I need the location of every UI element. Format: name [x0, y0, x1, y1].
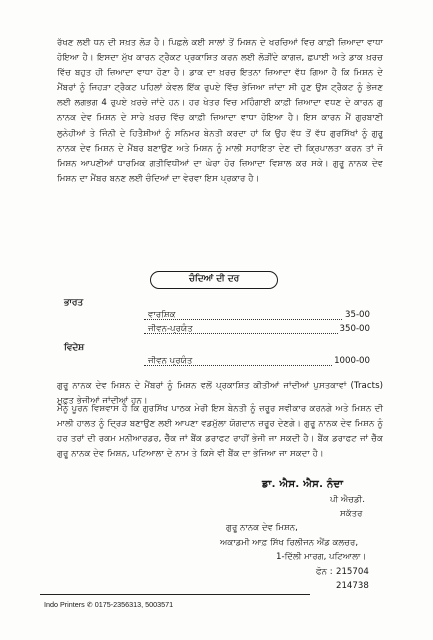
- phone-number-secondary: 214738: [336, 581, 369, 591]
- signatory-address: 1-ਦਿੱਲੀ ਮਾਰਗ, ਪਟਿਆਲਾ।: [276, 552, 367, 562]
- subscription-rates-heading: ਚੰਦਿਆਂ ਦੀ ਦਰ: [150, 271, 278, 289]
- rate-label: ਜੀਵਨ ਪ੍ਰਯੰਤ: [148, 356, 193, 366]
- signatory-name: ਡਾ. ਐਸ. ਐਸ. ਨੰਦਾ: [262, 479, 344, 490]
- rate-label: ਵਾਰਸ਼ਿਕ: [148, 310, 176, 320]
- dot-leader: [144, 319, 370, 320]
- rate-row-annual: [142, 308, 370, 322]
- phone-label: ਫੋਨ :: [316, 567, 333, 577]
- rate-row-life-india: [142, 322, 370, 336]
- rate-label: ਜੀਵਨ-ਪ੍ਰਯੰਤ: [148, 324, 193, 334]
- printer-credit: Indo Printers ✆ 0175-2356313, 5003571: [44, 600, 174, 609]
- india-heading: ਭਾਰਤ: [64, 298, 83, 308]
- rate-value: 1000-00: [334, 356, 370, 366]
- closing-paragraph: ਮੈਨੂੰ ਪੂਰਨ ਵਿਸ਼ਵਾਸ ਹੈ ਕਿ ਗੁਰਸਿੱਖ ਪਾਠਕ ਮੇਰੀ ਇਸ ਬੇਨਤੀ ਨੂੰ ਜ਼ਰੂਰ ਸਵੀਕਾਰ ਕਰਨਗੇ ਅਤੇ ਮਿਸ਼ਨ ਦੀ ਮਾਲੀ ਹਾਲਤ ਨੂੰ ਦ੍ਰਿੜ ਬਣਾਉਣ ਲਈ ਆਪਣਾ ਵਡਮੁੱਲਾ ਯੋਗਦਾਨ ਜ਼ਰੂਰ ਦੇਣਗੇ। ਗੁਰੂ ਨਾਨਕ ਦੇਵ ਮਿਸ਼ਨ ਨੂੰ ਹਰ ਤਰਾਂ ਦੀ ਰਕਮ ਮਨੀਆਰਡਰ, ਚੈੱਕ ਜਾਂ ਬੈਂਕ ਡਰਾਫਟ ਰਾਹੀਂ ਭੇਜੀ ਜਾ ਸਕਦੀ ਹੈ। ਬੈਂਕ ਡਰਾਫਟ ਜਾਂ ਚੈੱਕ ਗੁਰੂ ਨਾਨਕ ਦੇਵ ਮਿਸ਼ਨ, ਪਟਿਆਲਾ ਦੇ ਨਾਮ ਤੇ ਕਿਸੇ ਵੀ ਬੈਂਕ ਦਾ ਭੇਜਿਆ ਜਾ ਸਕਦਾ ਹੈ।: [57, 404, 383, 460]
- signatory-organization: ਗੁਰੂ ਨਾਨਕ ਦੇਵ ਮਿਸ਼ਨ,: [226, 523, 298, 533]
- footer-divider: [40, 594, 310, 595]
- appeal-paragraph: ਰੱਖਣ ਲਈ ਧਨ ਦੀ ਸਖ਼ਤ ਲੋੜ ਹੈ। ਪਿਛਲੇ ਕਈ ਸਾਲਾਂ ਤੋਂ ਮਿਸ਼ਨ ਦੇ ਖਰਚਿਆਂ ਵਿਚ ਕਾਫ਼ੀ ਜ਼ਿਆਦਾ ਵਾਧਾ ਹੋਇਆ ਹੈ। ਇਸਦਾ ਮੁੱਖ ਕਾਰਨ ਟ੍ਰੈਕਟ ਪ੍ਰਕਾਸ਼ਿਤ ਕਰਨ ਲਈ ਲੋੜੀਂਦੇ ਕਾਗਜ਼, ਛਪਾਈ ਅਤੇ ਡਾਕ ਖ਼ਰਚ ਵਿੱਚ ਬਹੁਤ ਹੀ ਜ਼ਿਆਦਾ ਵਾਧਾ ਹੋਣਾ ਹੈ। ਡਾਕ ਦਾ ਖ਼ਰਚ ਇਤਨਾ ਜ਼ਿਆਦਾ ਵੱਧ ਗਿਆ ਹੈ ਕਿ ਮਿਸ਼ਨ ਦੇ ਮੈਂਬਰਾਂ ਨੂੰ ਜਿਹੜਾ ਟ੍ਰੈਕਟ ਪਹਿਲਾਂ ਕੇਵਲ ਇੱਕ ਰੁਪਏ ਵਿੱਚ ਭੇਜਿਆ ਜਾਂਦਾ ਸੀ ਹੁਣ ਉਸ ਟ੍ਰੈਕਟ ਨੂੰ ਭੇਜਣ ਲਈ ਲਗਭਗ 4 ਰੁਪਏ ਖ਼ਰਚੇ ਜਾਂਦੇ ਹਨ। ਹਰ ਖੇਤਰ ਵਿਚ ਮਹਿੰਗਾਈ ਕਾਫ਼ੀ ਜ਼ਿਆਦਾ ਵਧਣ ਦੇ ਕਾਰਨ ਗੁ ਨਾਨਕ ਦੇਵ ਮਿਸ਼ਨ ਦੇ ਸਾਰੇ ਖ਼ਰਚ ਵਿੱਚ ਕਾਫ਼ੀ ਜ਼ਿਆਦਾ ਵਾਧਾ ਹੋਇਆ ਹੈ। ਇਸ ਕਾਰਨ ਮੈਂ ਗੁਰਬਾਣੀ ਲੁਨੇਹੀਆਂ ਤੇ ਜਿੰਨੀ ਦੇ ਹਿਤੈਸ਼ੀਆਂ ਨੂੰ ਸਨਿਮਰ ਬੇਨਤੀ ਕਰਦਾ ਹਾਂ ਕਿ ਉਹ ਵੱਧ ਤੋਂ ਵੱਧ ਗੁਰਸਿੱਖਾਂ ਨੂੰ ਗੁਰੂ ਨਾਨਕ ਦੇਵ ਮਿਸ਼ਨ ਦੇ ਮੈਂਬਰ ਬਣਾਉਣ ਅਤੇ ਮਿਸ਼ਨ ਨੂੰ ਮਾਲੀ ਸਹਾਇਤਾ ਦੇਣ ਦੀ ਕ੍ਰਿਪਾਲਤਾ ਕਰਨ ਤਾਂ ਜੋ ਮਿਸ਼ਨ ਆਪਣੀਆਂ ਧਾਰਮਿਕ ਗਤੀਵਿਧੀਆਂ ਦਾ ਘੇਰਾ ਹੋਰ ਜ਼ਿਆਦਾ ਵਿਸ਼ਾਲ ਕਰ ਸਕੇ। ਗੁਰੂ ਨਾਨਕ ਦੇਵ ਮਿਸ਼ਨ ਦਾ ਮੈਂਬਰ ਬਨਣ ਲਈ ਚੰਦਿਆਂ ਦਾ ਵੇਰਵਾ ਇਸ ਪ੍ਰਕਾਰ ਹੈ।: [57, 38, 383, 184]
- rate-value: 35-00: [345, 310, 370, 320]
- signatory-degree: ਪੀ ਐਚਡੀ.: [330, 495, 365, 505]
- tracts-paragraph: ਗੁਰੂ ਨਾਨਕ ਦੇਵ ਮਿਸ਼ਨ ਦੇ ਮੈਂਬਰਾਂ ਨੂੰ ਮਿਸ਼ਨ ਵਲੋਂ ਪ੍ਰਕਾਸ਼ਿਤ ਕੀਤੀਆਂ ਜਾਂਦੀਆਂ ਪੁਸਤਕਾਵਾਂ (Tracts) ਮੁਫ਼ਤ ਭੇਜੀਆਂ ਜਾਂਦੀਆਂ ਹਨ।: [57, 381, 383, 407]
- rate-row-life-abroad: [142, 354, 370, 368]
- abroad-heading: ਵਿਦੇਸ਼: [64, 343, 85, 353]
- rate-value: 350-00: [339, 324, 370, 334]
- signatory-title: ਸਕੱਤਰ: [340, 509, 363, 519]
- phone-number: 215704: [336, 567, 369, 577]
- signatory-academy: ਅਕਾਡਮੀ ਆਫ਼ ਸਿੱਖ ਰਿਲੀਜਨ ਐਂਡ ਕਲਚਰ,: [220, 538, 359, 548]
